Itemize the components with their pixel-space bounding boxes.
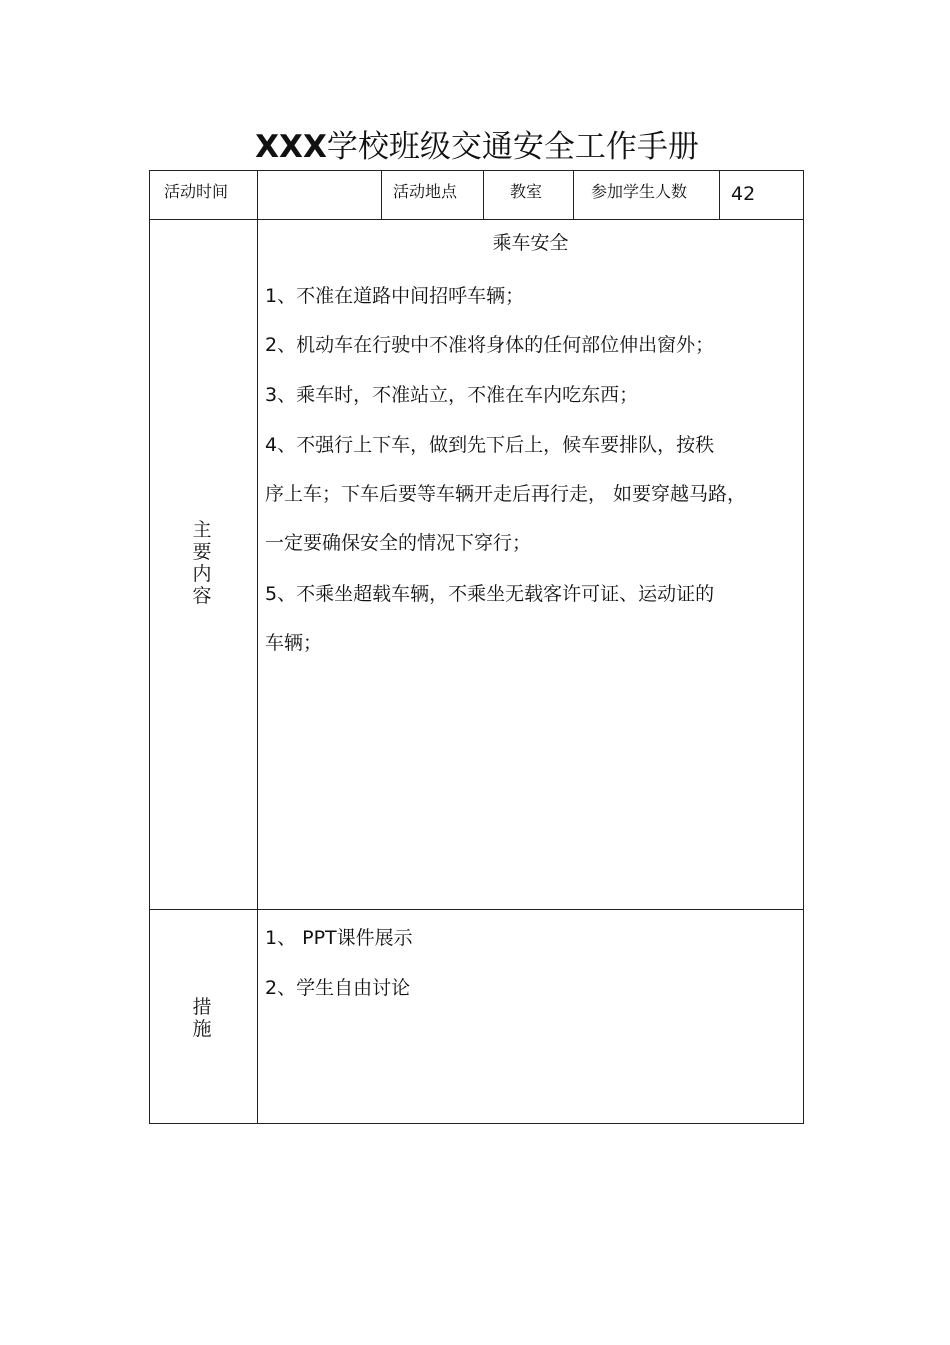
title-prefix: XXX bbox=[255, 129, 327, 165]
table-border-top bbox=[149, 170, 804, 171]
table-rule-participants-label-left bbox=[573, 170, 574, 220]
content-line: 1、不准在道路中间招呼车辆； bbox=[265, 285, 525, 307]
table-rule-participants-value-left bbox=[719, 170, 720, 220]
measures-line: 1、 PPT课件展示 bbox=[265, 927, 413, 949]
content-line: 2、机动车在行驶中不准将身体的任何部位伸出窗外； bbox=[265, 334, 715, 356]
table-border-left bbox=[149, 170, 150, 1124]
title-main: 学校班级交通安全工作手册 bbox=[326, 129, 699, 165]
participants-value: 42 bbox=[731, 183, 756, 205]
table-rule-label-column bbox=[257, 170, 258, 1124]
measures-section-label: 措施 bbox=[192, 996, 212, 1040]
participants-label: 参加学生人数 bbox=[591, 182, 688, 201]
activity-location-value: 教室 bbox=[510, 182, 543, 201]
content-line: 4、不强行上下车，做到先下后上，候车要排队，按秩 bbox=[265, 434, 715, 456]
table-rule-location-value-left bbox=[483, 170, 484, 220]
content-section-label: 主要内容 bbox=[192, 519, 212, 607]
activity-location-label: 活动地点 bbox=[393, 182, 458, 201]
measures-line: 2、学生自由讨论 bbox=[265, 977, 411, 999]
table-rule-location-label-left bbox=[381, 170, 382, 220]
table-border-right bbox=[803, 170, 804, 1124]
activity-time-label: 活动时间 bbox=[164, 182, 229, 201]
table-rule-info-bottom bbox=[149, 219, 804, 220]
content-line: 车辆； bbox=[265, 632, 323, 654]
content-heading: 乘车安全 bbox=[492, 232, 569, 254]
document-title bbox=[150, 127, 804, 167]
content-line: 一定要确保安全的情况下穿行； bbox=[265, 532, 532, 554]
table-rule-content-bottom bbox=[149, 909, 804, 910]
table-border-bottom bbox=[149, 1123, 804, 1124]
content-line: 序上车；下车后要等车辆开走后再行走， 如要穿越马路， bbox=[265, 483, 747, 505]
content-line: 3、乘车时，不准站立，不准在车内吃东西； bbox=[265, 384, 639, 406]
content-line: 5、不乘坐超载车辆，不乘坐无载客许可证、运动证的 bbox=[265, 583, 715, 605]
